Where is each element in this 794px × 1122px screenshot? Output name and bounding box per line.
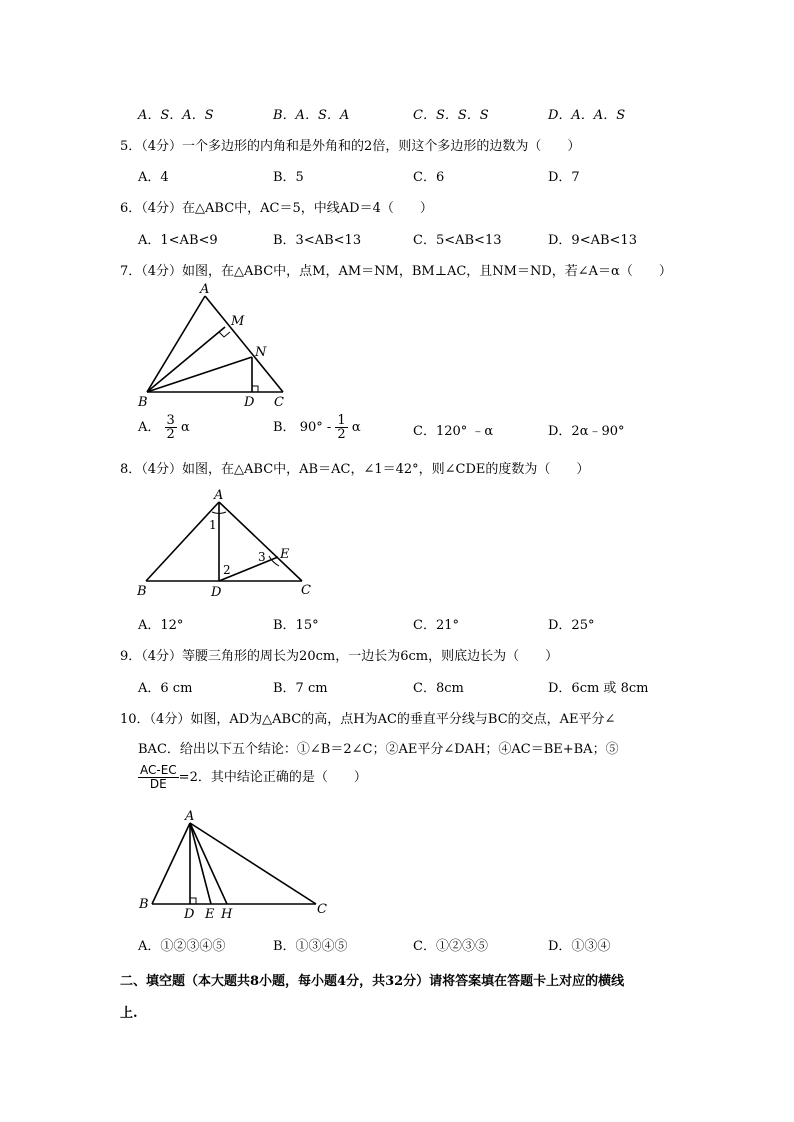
- q10-option-c: C．①②③⑤: [413, 939, 488, 954]
- q8-label-a: A: [214, 488, 224, 503]
- q7-label-c: C: [274, 395, 284, 410]
- q8-label-b: B: [137, 584, 147, 599]
- q7-option-b-fraction: $\frac{1}{2}$: [337, 413, 346, 442]
- q7-option-a: A． $\frac{3}{2}$ α: [138, 413, 190, 442]
- q10-label-h: H: [221, 907, 233, 922]
- q6-option-d: D．9<AB<13: [548, 233, 637, 248]
- q4-option-a: A．S．A．S: [138, 108, 214, 123]
- q5-option-b: B．5: [273, 170, 304, 185]
- q6-option-b: B．3<AB<13: [273, 233, 362, 248]
- q6-stem: 6．（4分）在△ABC中，AC＝5，中线AD＝4（ ）: [120, 201, 433, 216]
- q7-label-d: D: [244, 395, 255, 410]
- q10-stem-line2: BAC．给出以下五个结论：①∠B＝2∠C；②AE平分∠DAH；④AC＝BE+BA；⑤: [138, 742, 619, 757]
- q8-label-angle-1: 1: [209, 518, 217, 532]
- q7-stem: 7．（4分）如图，在△ABC中，点M，AM＝NM，BM⊥AC，且NM＝ND，若∠A＝α（ ）: [120, 264, 672, 279]
- q7-label-a: A: [200, 282, 210, 297]
- q7-label-m: M: [231, 314, 245, 329]
- q10-side-ab: [152, 823, 190, 904]
- q10-right-angle-d: [190, 898, 196, 904]
- q8-label-angle-3: 3: [258, 550, 266, 564]
- q8-option-a: A．12°: [138, 618, 184, 633]
- q5-stem: 5．（4分）一个多边形的内角和是外角和的2倍，则这个多边形的边数为（ ）: [120, 139, 581, 154]
- q10-stem-line1: 10．（4分）如图，AD为△ABC的高，点H为AC的垂直平分线与BC的交点，AE平分∠: [120, 712, 616, 727]
- q4-option-d: D．A．A．S: [548, 108, 626, 123]
- q5-option-c: C．6: [413, 170, 445, 185]
- q9-option-d: D．6cm 或 8cm: [548, 681, 649, 696]
- q10-option-b: B．①③④⑤: [273, 939, 348, 954]
- q7-option-a-fraction: $\frac{3}{2}$: [166, 413, 175, 442]
- section2-heading-line1: 二、填空题（本大题共8小题，每小题4分，共32分）请将答案填在答题卡上对应的横线: [120, 974, 625, 989]
- q8-option-c: C．21°: [413, 618, 459, 633]
- q4-option-b: B．A．S．A: [273, 108, 350, 123]
- q6-option-a: A．1<AB<9: [138, 233, 218, 248]
- q10-option-d: D．①③④: [548, 939, 611, 954]
- q7-label-b: B: [138, 395, 148, 410]
- section2-heading-line2: 上.: [120, 1006, 138, 1021]
- q7-label-n: N: [255, 345, 267, 360]
- q10-label-d: D: [184, 907, 195, 922]
- q9-option-b: B．7 cm: [273, 681, 328, 696]
- q8-label-angle-2: 2: [223, 563, 231, 577]
- q8-label-e: E: [280, 547, 290, 562]
- q8-option-d: D．25°: [548, 618, 595, 633]
- q10-fraction: $\frac{AC-EC}{DE}$: [140, 763, 177, 791]
- q9-option-a: A．6 cm: [138, 681, 193, 696]
- q6-option-c: C．5<AB<13: [413, 233, 502, 248]
- q8-option-b: B．15°: [273, 618, 319, 633]
- q10-option-a: A．①②③④⑤: [138, 939, 226, 954]
- q7-option-b: B． 90° - $\frac{1}{2}$ α: [273, 413, 361, 442]
- q10-stem-line3: $\frac{AC-EC}{DE}$ =2．其中结论正确的是（ ）: [140, 763, 367, 791]
- q5-option-a: A．4: [138, 170, 169, 185]
- q4-option-c: C．S．S．S: [413, 108, 489, 123]
- q8-stem: 8．（4分）如图，在△ABC中，AB＝AC，∠1＝42°，则∠CDE的度数为（ ）: [120, 462, 590, 477]
- q10-label-e: E: [205, 907, 215, 922]
- q7-option-c: C．120° ﹣α: [413, 424, 494, 439]
- q8-label-c: C: [301, 583, 311, 598]
- q8-label-d: D: [211, 585, 222, 600]
- q9-stem: 9．（4分）等腰三角形的周长为20cm，一边长为6cm，则底边长为（ ）: [120, 649, 559, 664]
- q10-label-b: B: [139, 897, 149, 912]
- q10-label-c: C: [317, 902, 327, 917]
- q9-option-c: C．8cm: [413, 681, 464, 696]
- q7-option-d: D．2α﹣90°: [548, 424, 625, 439]
- q5-option-d: D．7: [548, 170, 580, 185]
- q10-label-a: A: [185, 809, 195, 824]
